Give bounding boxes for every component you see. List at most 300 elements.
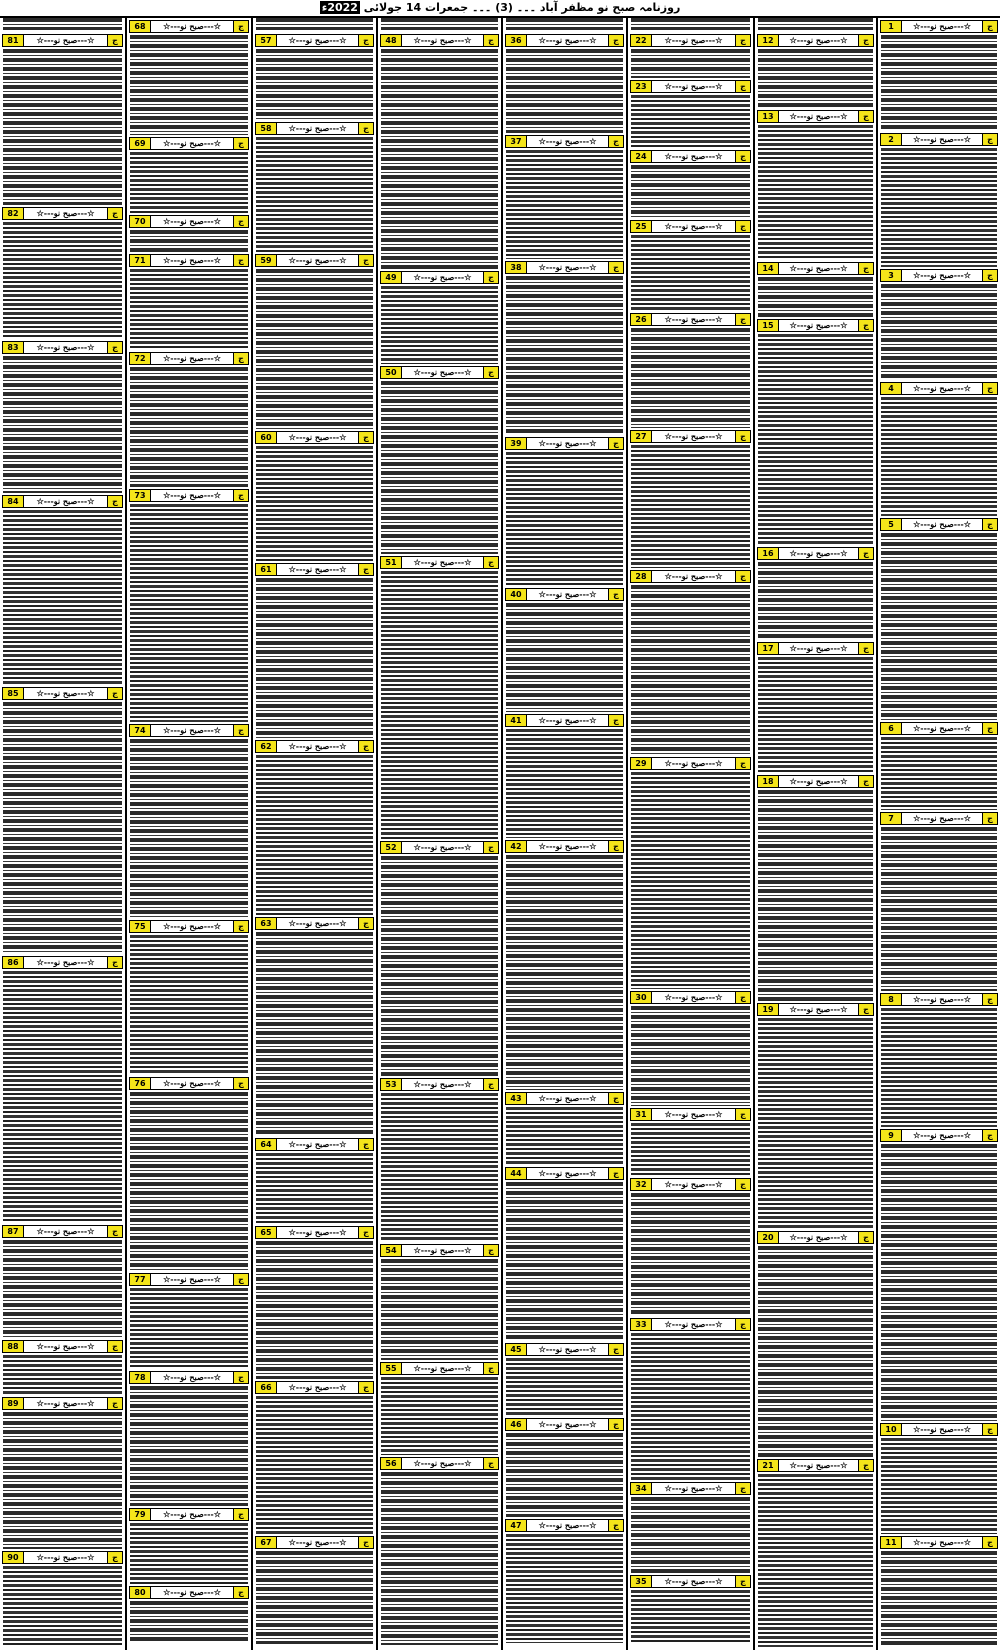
ad-number: 9	[881, 1130, 902, 1141]
ad-mark: ج	[358, 1227, 373, 1238]
ad-number: 89	[3, 1398, 24, 1409]
classified-ad	[378, 364, 501, 554]
continued-text	[0, 18, 125, 30]
column-2	[755, 18, 876, 1650]
ad-number: 70	[130, 216, 151, 227]
ad-body-text	[0, 356, 125, 493]
classified-ad	[378, 1076, 501, 1242]
ad-number: 88	[3, 1341, 24, 1352]
classified-ad	[628, 1106, 753, 1176]
ad-number: 29	[631, 758, 652, 769]
ad-number: 33	[631, 1319, 652, 1330]
classified-ad	[503, 1165, 626, 1341]
ad-number: 6	[881, 723, 902, 734]
ad-brand: ☆---صبح نو---☆	[288, 1382, 347, 1392]
ad-mark: ج	[233, 138, 248, 149]
classified-ad	[0, 1549, 125, 1645]
ad-body-text	[0, 702, 125, 954]
ad-number: 4	[881, 383, 902, 394]
ad-body-text	[628, 165, 753, 218]
column-rule	[125, 18, 127, 1650]
ad-number: 75	[130, 921, 151, 932]
classified-ad	[755, 260, 876, 317]
ad-brand: ☆---صبح نو---☆	[538, 1344, 597, 1354]
ad-brand: ☆---صبح نو---☆	[36, 342, 95, 352]
ad-mark: ج	[107, 35, 122, 46]
ad-header	[2, 1340, 123, 1353]
classified-ad	[0, 205, 125, 339]
ad-body-text	[378, 856, 501, 1076]
ad-mark: ج	[858, 643, 873, 654]
ad-header	[2, 207, 123, 220]
classified-ad	[878, 131, 1000, 267]
ad-number: 13	[758, 111, 779, 122]
ad-number: 43	[506, 1093, 527, 1104]
ad-mark: ج	[982, 21, 997, 32]
ad-header	[505, 714, 624, 727]
ad-brand: ☆---صبح نو---☆	[163, 216, 221, 226]
ad-brand: ☆---صبح نو---☆	[413, 1458, 472, 1468]
ad-brand: ☆---صبح نو---☆	[789, 1460, 848, 1470]
column-rule	[876, 18, 878, 1650]
ad-mark: ج	[735, 314, 750, 325]
ad-number: 62	[256, 741, 277, 752]
ad-mark: ج	[735, 1576, 750, 1587]
ad-body-text	[878, 1551, 1000, 1647]
ad-body-text	[253, 755, 376, 915]
ad-number: 67	[256, 1537, 277, 1548]
ad-brand: ☆---صبح نو---☆	[413, 1079, 472, 1089]
ad-header	[255, 34, 374, 47]
ad-header	[255, 740, 374, 753]
ad-header	[505, 840, 624, 853]
ad-body-text	[127, 1523, 251, 1584]
ad-brand: ☆---صبح نو---☆	[36, 1552, 95, 1562]
ad-header	[757, 1231, 874, 1244]
ad-number: 56	[381, 1458, 402, 1469]
ad-header	[255, 1138, 374, 1151]
ad-header	[505, 1167, 624, 1180]
ad-number: 79	[130, 1509, 151, 1520]
ad-brand: ☆---صبح نو---☆	[789, 111, 848, 121]
ad-body-text	[378, 1472, 501, 1645]
ad-number: 54	[381, 1245, 402, 1256]
ad-number: 73	[130, 490, 151, 501]
ad-brand: ☆---صبح نو---☆	[664, 992, 723, 1002]
ad-brand: ☆---صبح نو---☆	[789, 548, 848, 558]
ad-header	[630, 991, 751, 1004]
column-8	[0, 18, 125, 1650]
classified-ad	[0, 1395, 125, 1549]
ad-number: 53	[381, 1079, 402, 1090]
ad-brand: ☆---صبح نو---☆	[413, 1363, 472, 1373]
ad-mark: ج	[608, 589, 623, 600]
ad-number: 64	[256, 1139, 277, 1150]
masthead-year: 2022ء	[321, 1, 358, 14]
ad-brand: ☆---صبح نو---☆	[789, 263, 848, 273]
ad-mark: ج	[107, 342, 122, 353]
column-rule	[753, 18, 755, 1650]
ad-brand: ☆---صبح نو---☆	[163, 1078, 221, 1088]
ad-header	[757, 1459, 874, 1472]
ad-number: 55	[381, 1363, 402, 1374]
classified-ad	[127, 722, 251, 918]
ad-body-text	[127, 1288, 251, 1369]
ad-header	[630, 1575, 751, 1588]
ad-body-text	[503, 452, 626, 586]
ad-mark: ج	[483, 367, 498, 378]
ad-body-text	[253, 1551, 376, 1644]
ad-header	[757, 642, 874, 655]
ad-body-text	[503, 1534, 626, 1643]
ad-mark: ج	[358, 255, 373, 266]
classified-ad	[127, 252, 251, 350]
ad-brand: ☆---صبح نو---☆	[413, 35, 472, 45]
ad-brand: ☆---صبح نو---☆	[163, 138, 221, 148]
ad-number: 32	[631, 1179, 652, 1190]
ad-number: 44	[506, 1168, 527, 1179]
ad-brand: ☆---صبح نو---☆	[913, 1537, 971, 1547]
ad-brand: ☆---صبح نو---☆	[538, 438, 597, 448]
ad-number: 66	[256, 1382, 277, 1393]
ad-mark: ج	[608, 1093, 623, 1104]
ad-number: 69	[130, 138, 151, 149]
ad-mark: ج	[358, 1537, 373, 1548]
ad-mark: ج	[735, 151, 750, 162]
ad-header	[129, 1586, 249, 1599]
ad-header	[880, 1129, 998, 1142]
classified-ad	[755, 640, 876, 773]
ad-body-text	[378, 49, 501, 269]
ad-number: 11	[881, 1537, 902, 1548]
ad-header	[757, 1003, 874, 1016]
ad-header	[757, 775, 874, 788]
ad-mark: ج	[982, 383, 997, 394]
classified-ad	[253, 120, 376, 252]
ad-body-text	[628, 49, 753, 78]
classified-ad	[253, 252, 376, 429]
ad-number: 80	[130, 1587, 151, 1598]
ad-body-text	[127, 152, 251, 213]
ad-body-text	[0, 1566, 125, 1645]
ad-brand: ☆---صبح نو---☆	[664, 221, 723, 231]
ad-body-text	[755, 125, 876, 260]
ad-header	[129, 489, 249, 502]
classified-ad	[878, 991, 1000, 1127]
classified-ad	[878, 18, 1000, 131]
ad-body-text	[127, 230, 251, 252]
ad-header	[255, 1381, 374, 1394]
ad-number: 22	[631, 35, 652, 46]
ad-header	[505, 1418, 624, 1431]
ad-body-text	[0, 49, 125, 205]
ad-mark: ج	[608, 262, 623, 273]
ad-mark: ج	[982, 134, 997, 145]
classified-ad	[503, 133, 626, 259]
column-5	[378, 18, 501, 1650]
classified-ad	[503, 838, 626, 1090]
ad-number: 5	[881, 519, 902, 530]
ad-body-text	[378, 1093, 501, 1242]
ad-number: 40	[506, 589, 527, 600]
ad-brand: ☆---صبح نو---☆	[538, 841, 597, 851]
ad-mark: ج	[982, 813, 997, 824]
classified-ad	[628, 1480, 753, 1573]
ad-mark: ج	[358, 35, 373, 46]
ad-header	[255, 431, 374, 444]
classified-ad	[628, 78, 753, 148]
continued-text	[503, 18, 626, 30]
ad-body-text	[878, 827, 1000, 991]
ad-mark: ج	[483, 1079, 498, 1090]
ad-number: 60	[256, 432, 277, 443]
ad-mark: ج	[735, 1109, 750, 1120]
classified-ad	[755, 1229, 876, 1457]
classified-ad	[127, 1369, 251, 1506]
ad-header	[880, 269, 998, 282]
ad-body-text	[503, 603, 626, 712]
ad-body-text	[378, 1377, 501, 1455]
ad-mark: ج	[483, 557, 498, 568]
ad-body-text	[127, 269, 251, 350]
classified-ad	[878, 1534, 1000, 1647]
ad-brand: ☆---صبح نو---☆	[664, 1576, 723, 1586]
ad-number: 83	[3, 342, 24, 353]
ad-header	[630, 1482, 751, 1495]
ad-body-text	[0, 222, 125, 339]
ad-body-text	[503, 150, 626, 259]
classified-ad	[0, 339, 125, 493]
classified-ad	[503, 435, 626, 586]
ad-mark: ج	[982, 1537, 997, 1548]
ad-brand: ☆---صبح نو---☆	[163, 255, 221, 265]
ad-number: 39	[506, 438, 527, 449]
ad-mark: ج	[358, 741, 373, 752]
classified-ad	[127, 135, 251, 213]
ad-brand: ☆---صبح نو---☆	[664, 1179, 723, 1189]
ad-mark: ج	[233, 1078, 248, 1089]
classified-ad	[755, 1001, 876, 1229]
ad-mark: ج	[735, 1319, 750, 1330]
ad-brand: ☆---صبح نو---☆	[163, 1372, 221, 1382]
ad-body-text	[628, 328, 753, 428]
ad-mark: ج	[358, 564, 373, 575]
ad-brand: ☆---صبح نو---☆	[913, 1130, 971, 1140]
ad-header	[129, 1508, 249, 1521]
classified-ad	[878, 1127, 1000, 1421]
ad-brand: ☆---صبح نو---☆	[538, 589, 597, 599]
ad-body-text	[878, 35, 1000, 131]
ad-brand: ☆---صبح نو---☆	[664, 758, 723, 768]
ad-header	[757, 262, 874, 275]
ad-number: 77	[130, 1274, 151, 1285]
ad-brand: ☆---صبح نو---☆	[664, 151, 723, 161]
classified-ad	[503, 1416, 626, 1517]
ad-header	[255, 563, 374, 576]
ad-body-text	[503, 729, 626, 838]
ad-mark: ج	[233, 725, 248, 736]
ad-body-text	[628, 772, 753, 989]
ad-number: 57	[256, 35, 277, 46]
ad-mark: ج	[233, 490, 248, 501]
ad-brand: ☆---صبح نو---☆	[36, 957, 95, 967]
ad-body-text	[253, 1396, 376, 1534]
classified-page	[0, 18, 1000, 1650]
ad-brand: ☆---صبح نو---☆	[36, 35, 95, 45]
ad-header	[630, 34, 751, 47]
ad-mark: ج	[735, 221, 750, 232]
ad-body-text	[878, 737, 1000, 810]
classified-ad	[127, 18, 251, 135]
ad-header	[505, 261, 624, 274]
ad-mark: ج	[858, 1460, 873, 1471]
ad-number: 71	[130, 255, 151, 266]
ad-body-text	[378, 1259, 501, 1360]
ad-header	[757, 319, 874, 332]
ad-number: 90	[3, 1552, 24, 1563]
classified-ad	[253, 1379, 376, 1534]
ad-body-text	[628, 1590, 753, 1643]
ad-brand: ☆---صبح نو---☆	[163, 1509, 221, 1519]
classified-ad	[253, 1136, 376, 1224]
classified-ad	[628, 1176, 753, 1316]
ad-body-text	[878, 533, 1000, 720]
ad-header	[880, 722, 998, 735]
classified-ad	[755, 317, 876, 545]
ad-mark: ج	[858, 263, 873, 274]
ad-mark: ج	[107, 688, 122, 699]
ad-mark: ج	[858, 776, 873, 787]
ad-brand: ☆---صبح نو---☆	[789, 35, 848, 45]
ad-header	[630, 570, 751, 583]
ad-brand: ☆---صبح نو---☆	[288, 918, 347, 928]
ad-header	[380, 1362, 499, 1375]
ad-brand: ☆---صبح نو---☆	[664, 35, 723, 45]
ad-brand: ☆---صبح نو---☆	[538, 35, 597, 45]
ad-mark: ج	[358, 1382, 373, 1393]
ad-body-text	[503, 1433, 626, 1517]
ad-number: 35	[631, 1576, 652, 1587]
ad-header	[505, 588, 624, 601]
ad-mark: ج	[858, 111, 873, 122]
ad-brand: ☆---صبح نو---☆	[413, 557, 472, 567]
ad-brand: ☆---صبح نو---☆	[163, 921, 221, 931]
ad-brand: ☆---صبح نو---☆	[36, 1398, 95, 1408]
ad-number: 50	[381, 367, 402, 378]
ad-mark: ج	[358, 432, 373, 443]
classified-ad	[628, 1316, 753, 1480]
column-rule	[626, 18, 628, 1650]
ad-header	[880, 382, 998, 395]
ad-mark: ج	[858, 35, 873, 46]
classified-ad	[127, 1506, 251, 1584]
ad-brand: ☆---صبح نو---☆	[664, 1319, 723, 1329]
ad-number: 45	[506, 1344, 527, 1355]
ad-number: 41	[506, 715, 527, 726]
ad-header	[880, 1423, 998, 1436]
ad-header	[880, 1536, 998, 1549]
ad-mark: ج	[107, 496, 122, 507]
ad-header	[129, 920, 249, 933]
ad-number: 28	[631, 571, 652, 582]
ad-body-text	[878, 284, 1000, 380]
ad-number: 86	[3, 957, 24, 968]
ad-brand: ☆---صبح نو---☆	[163, 725, 221, 735]
classified-ad	[127, 918, 251, 1075]
ad-body-text	[755, 790, 876, 1001]
ad-body-text	[755, 657, 876, 773]
classified-ad	[503, 1517, 626, 1643]
ad-header	[880, 518, 998, 531]
ad-number: 76	[130, 1078, 151, 1089]
ad-body-text	[127, 739, 251, 918]
ad-mark: ج	[233, 353, 248, 364]
ad-brand: ☆---صبح نو---☆	[789, 643, 848, 653]
ad-mark: ج	[608, 1520, 623, 1531]
classified-ad	[378, 1242, 501, 1360]
ad-number: 49	[381, 272, 402, 283]
classified-ad	[755, 108, 876, 260]
ad-mark: ج	[858, 320, 873, 331]
classified-ad	[503, 586, 626, 712]
column-7	[127, 18, 251, 1650]
ad-brand: ☆---صبح نو---☆	[664, 1483, 723, 1493]
ad-body-text	[755, 334, 876, 545]
ad-body-text	[628, 1497, 753, 1573]
classified-ad	[127, 1271, 251, 1369]
ad-mark: ج	[858, 1232, 873, 1243]
ad-body-text	[628, 95, 753, 148]
ad-body-text	[878, 1438, 1000, 1534]
ad-number: 14	[758, 263, 779, 274]
ad-brand: ☆---صبح نو---☆	[163, 21, 221, 31]
ad-header	[630, 220, 751, 233]
ad-brand: ☆---صبح نو---☆	[413, 1245, 472, 1255]
ad-body-text	[0, 1355, 125, 1395]
ad-brand: ☆---صبح نو---☆	[913, 383, 971, 393]
ad-brand: ☆---صبح نو---☆	[538, 136, 597, 146]
ad-number: 12	[758, 35, 779, 46]
ad-mark: ج	[608, 715, 623, 726]
ad-mark: ج	[735, 35, 750, 46]
ad-brand: ☆---صبح نو---☆	[288, 1139, 347, 1149]
ad-body-text	[878, 148, 1000, 267]
ad-body-text	[127, 1601, 251, 1642]
ad-brand: ☆---صبح نو---☆	[789, 776, 848, 786]
ad-header	[129, 1077, 249, 1090]
ad-number: 17	[758, 643, 779, 654]
ad-body-text	[628, 1123, 753, 1176]
ad-header	[129, 352, 249, 365]
ad-body-text	[378, 286, 501, 364]
ad-header	[505, 34, 624, 47]
classified-ad	[628, 428, 753, 568]
ad-brand: ☆---صبح نو---☆	[288, 123, 347, 133]
ad-brand: ☆---صبح نو---☆	[538, 1520, 597, 1530]
ad-header	[505, 1343, 624, 1356]
ad-header	[880, 812, 998, 825]
ad-brand: ☆---صبح نو---☆	[163, 353, 221, 363]
ad-body-text	[878, 397, 1000, 516]
ad-header	[757, 547, 874, 560]
ad-number: 42	[506, 841, 527, 852]
ad-body-text	[628, 1333, 753, 1480]
classified-ad	[378, 269, 501, 364]
ad-header	[630, 80, 751, 93]
classified-ad	[0, 685, 125, 954]
ad-brand: ☆---صبح نو---☆	[36, 1226, 95, 1236]
column-6	[253, 18, 376, 1650]
